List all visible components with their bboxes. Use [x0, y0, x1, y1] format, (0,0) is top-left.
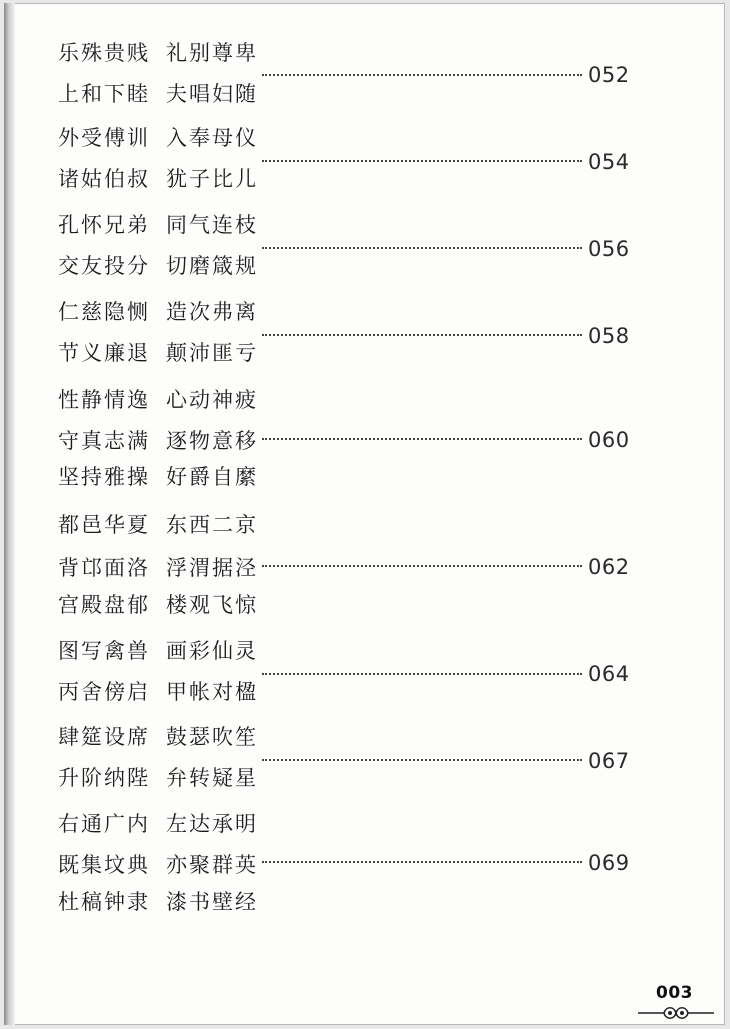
verse-second-half: 礼别尊卑 — [166, 41, 258, 65]
verse-first-half: 既集坟典 — [58, 853, 150, 877]
verse-first-half: 宫殿盘郁 — [58, 593, 150, 617]
verse-second-half: 鼓瑟吹笙 — [166, 725, 258, 749]
verse-first-half: 右通广内 — [58, 812, 150, 836]
toc-page-number[interactable]: 054 — [588, 150, 630, 174]
verse-first-half: 都邑华夏 — [58, 513, 150, 537]
verse-second-half: 犹子比儿 — [166, 167, 258, 191]
verse-first-half: 守真志满 — [58, 429, 150, 453]
verse-first-half: 乐殊贵贱 — [58, 41, 150, 65]
toc-page-number[interactable]: 056 — [588, 237, 630, 261]
dot-leader — [262, 438, 582, 440]
page-number: 003 — [656, 983, 693, 1003]
verse-second-half: 好爵自縻 — [166, 465, 258, 489]
dot-leader — [262, 74, 582, 76]
endless-knot-ornament — [636, 1004, 716, 1022]
verse-second-half: 画彩仙灵 — [166, 639, 258, 663]
verse-first-half: 节义廉退 — [58, 341, 150, 365]
verse-second-half: 弁转疑星 — [166, 766, 258, 790]
verse-first-half: 丙舍傍启 — [58, 680, 150, 704]
verse-first-half: 交友投分 — [58, 254, 150, 278]
dot-leader — [262, 160, 582, 162]
verse-second-half: 漆书壁经 — [166, 890, 258, 914]
verse-second-half: 切磨箴规 — [166, 254, 258, 278]
toc-page-number[interactable]: 062 — [588, 555, 630, 579]
verse-second-half: 浮渭据泾 — [166, 556, 258, 580]
verse-first-half: 孔怀兄弟 — [58, 213, 150, 237]
verse-first-half: 性静情逸 — [58, 388, 150, 412]
verse-first-half: 坚持雅操 — [58, 465, 150, 489]
verse-first-half: 背邙面洛 — [58, 556, 150, 580]
verse-second-half: 亦聚群英 — [166, 853, 258, 877]
verse-second-half: 入奉母仪 — [166, 126, 258, 150]
verse-first-half: 杜稿钟隶 — [58, 890, 150, 914]
verse-first-half: 升阶纳陛 — [58, 766, 150, 790]
verse-second-half: 夫唱妇随 — [166, 82, 258, 106]
toc-page-number[interactable]: 069 — [588, 851, 630, 875]
verse-second-half: 造次弗离 — [166, 300, 258, 324]
verse-second-half: 同气连枝 — [166, 213, 258, 237]
verse-second-half: 东西二京 — [166, 513, 258, 537]
verse-first-half: 外受傅训 — [58, 126, 150, 150]
dot-leader — [262, 759, 582, 761]
dot-leader — [262, 861, 582, 863]
verse-first-half: 诸姑伯叔 — [58, 167, 150, 191]
verse-second-half: 左达承明 — [166, 812, 258, 836]
dot-leader — [262, 565, 582, 567]
dot-leader — [262, 334, 582, 336]
verse-second-half: 心动神疲 — [166, 388, 258, 412]
verse-first-half: 上和下睦 — [58, 82, 150, 106]
verse-first-half: 仁慈隐恻 — [58, 300, 150, 324]
dot-leader — [262, 673, 582, 675]
toc-page-number[interactable]: 052 — [588, 63, 630, 87]
verse-second-half: 甲帐对楹 — [166, 680, 258, 704]
verse-first-half: 肆筵设席 — [58, 725, 150, 749]
toc-page-number[interactable]: 058 — [588, 324, 630, 348]
dot-leader — [262, 247, 582, 249]
verse-second-half: 逐物意移 — [166, 429, 258, 453]
verse-second-half: 颠沛匪亏 — [166, 341, 258, 365]
toc-page-number[interactable]: 064 — [588, 662, 630, 686]
book-spine-shadow — [4, 3, 15, 1025]
verse-first-half: 图写禽兽 — [58, 639, 150, 663]
verse-second-half: 楼观飞惊 — [166, 593, 258, 617]
toc-page-number[interactable]: 067 — [588, 749, 630, 773]
toc-page-number[interactable]: 060 — [588, 428, 630, 452]
